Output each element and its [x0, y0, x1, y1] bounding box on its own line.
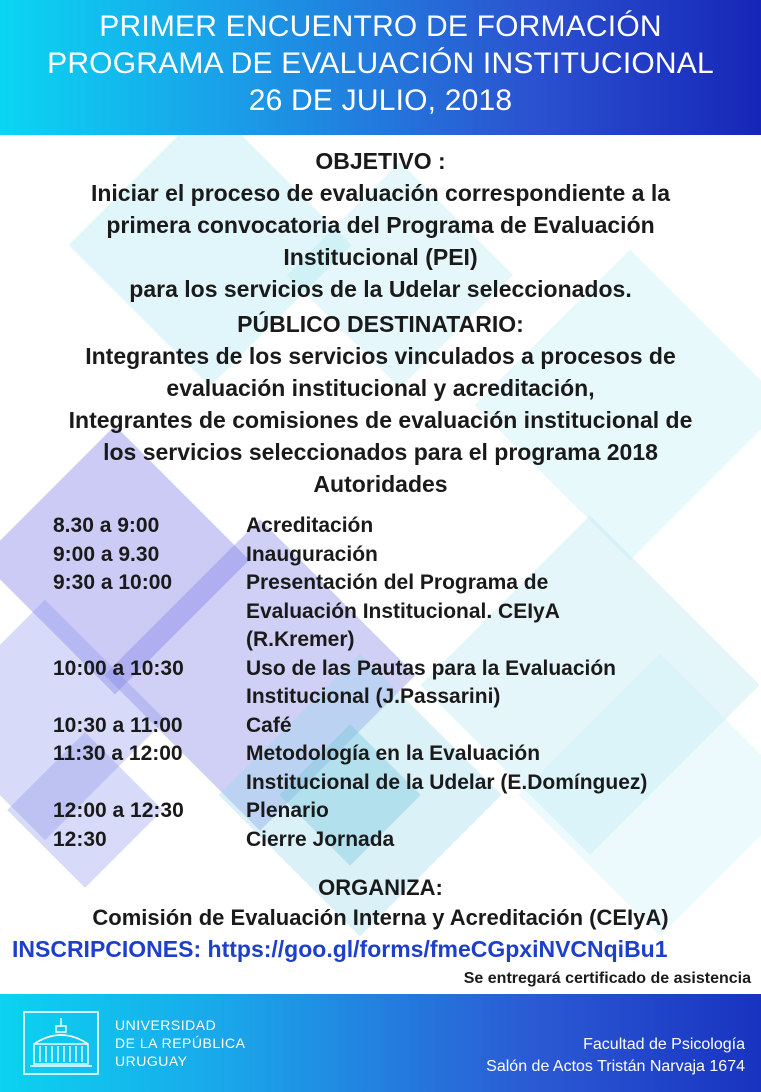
schedule-time: 10:00 a 10:30	[53, 656, 184, 680]
schedule-time: 9:00 a 9.30	[53, 542, 160, 566]
schedule-time: 12:00 a 12:30	[53, 799, 184, 822]
objetivo-line: Institucional (PEI)	[283, 244, 478, 270]
schedule-activity: Presentación del Programa de	[246, 571, 549, 594]
schedule-activity: Acreditación	[246, 514, 374, 537]
schedule-row	[53, 797, 753, 826]
schedule-row	[53, 826, 753, 855]
schedule-time: 8.30 a 9:00	[53, 514, 160, 537]
objetivo-line: para los servicios de la Udelar seleccionados.	[129, 276, 632, 302]
organizer-section	[0, 873, 761, 933]
publico-line: los servicios seleccionados para el programa 2018	[103, 439, 658, 465]
schedule-activity: Uso de las Pautas para la Evaluación	[246, 656, 616, 680]
schedule-time: 12:30	[53, 827, 107, 851]
university-name-line: UNIVERSIDAD	[115, 1017, 217, 1033]
organizer-heading: ORGANIZA:	[318, 875, 443, 900]
footer-banner	[0, 994, 761, 1092]
main-content	[0, 135, 761, 500]
organizer-name: Comisión de Evaluación Interna y Acreditación (CEIyA)	[92, 905, 669, 930]
schedule-row	[53, 569, 753, 655]
objetivo-heading: OBJETIVO :	[315, 148, 446, 174]
schedule-time: 9:30 a 10:00	[53, 571, 173, 594]
venue-info	[486, 1034, 745, 1078]
schedule-row	[53, 655, 753, 712]
schedule-row	[53, 740, 753, 797]
schedule-activity: Cierre Jornada	[246, 827, 395, 851]
university-name-line: DE LA REPÚBLICA	[115, 1035, 246, 1051]
schedule-activity: Institucional de la Udelar (E.Domínguez)	[246, 770, 648, 794]
title-line-1: PRIMER ENCUENTRO DE FORMACIÓN	[99, 10, 662, 43]
schedule-table	[53, 512, 753, 854]
schedule-activity: Plenario	[246, 799, 329, 822]
schedule-activity: Café	[246, 713, 292, 737]
venue-faculty: Facultad de Psicología	[583, 1036, 745, 1053]
schedule-row	[53, 541, 753, 570]
objetivo-line: Iniciar el proceso de evaluación correspondiente a la	[90, 180, 671, 206]
schedule-row	[53, 712, 753, 741]
schedule-time: 11:30 a 12:00	[53, 742, 183, 765]
university-name-line: URUGUAY	[115, 1053, 188, 1069]
university-logo-icon	[22, 1010, 100, 1076]
publico-heading: PÚBLICO DESTINATARIO:	[237, 311, 524, 337]
schedule-activity: Institucional (J.Passarini)	[246, 685, 501, 708]
university-name	[115, 1016, 245, 1070]
schedule-time: 10:30 a 11:00	[53, 713, 183, 737]
venue-address: Salón de Actos Tristán Narvaja 1674	[486, 1058, 745, 1075]
schedule-activity: (R.Kremer)	[246, 628, 355, 651]
schedule-activity: Metodología en la Evaluación	[246, 742, 541, 765]
header-banner	[0, 0, 761, 135]
objetivo-line: primera convocatoria del Programa de Evaluación	[106, 212, 655, 238]
schedule-row	[53, 512, 753, 541]
schedule-activity: Inauguración	[246, 542, 378, 566]
registration-link[interactable]: INSCRIPCIONES: https://goo.gl/forms/fmeCGpxiNVCNqiBu1	[12, 936, 668, 962]
publico-line: Integrantes de comisiones de evaluación institucional de	[68, 407, 693, 433]
publico-line: evaluación institucional y acreditación,	[166, 375, 595, 401]
publico-line: Autoridades	[313, 471, 448, 497]
title-line-2: PROGRAMA DE EVALUACIÓN INSTITUCIONAL	[47, 47, 714, 80]
schedule-activity: Evaluación Institucional. CEIyA	[246, 599, 560, 623]
event-date: 26 DE JULIO, 2018	[248, 84, 513, 117]
publico-line: Integrantes de los servicios vinculados a procesos de	[85, 343, 676, 369]
certificate-note: Se entregará certificado de asistencia	[463, 970, 751, 987]
